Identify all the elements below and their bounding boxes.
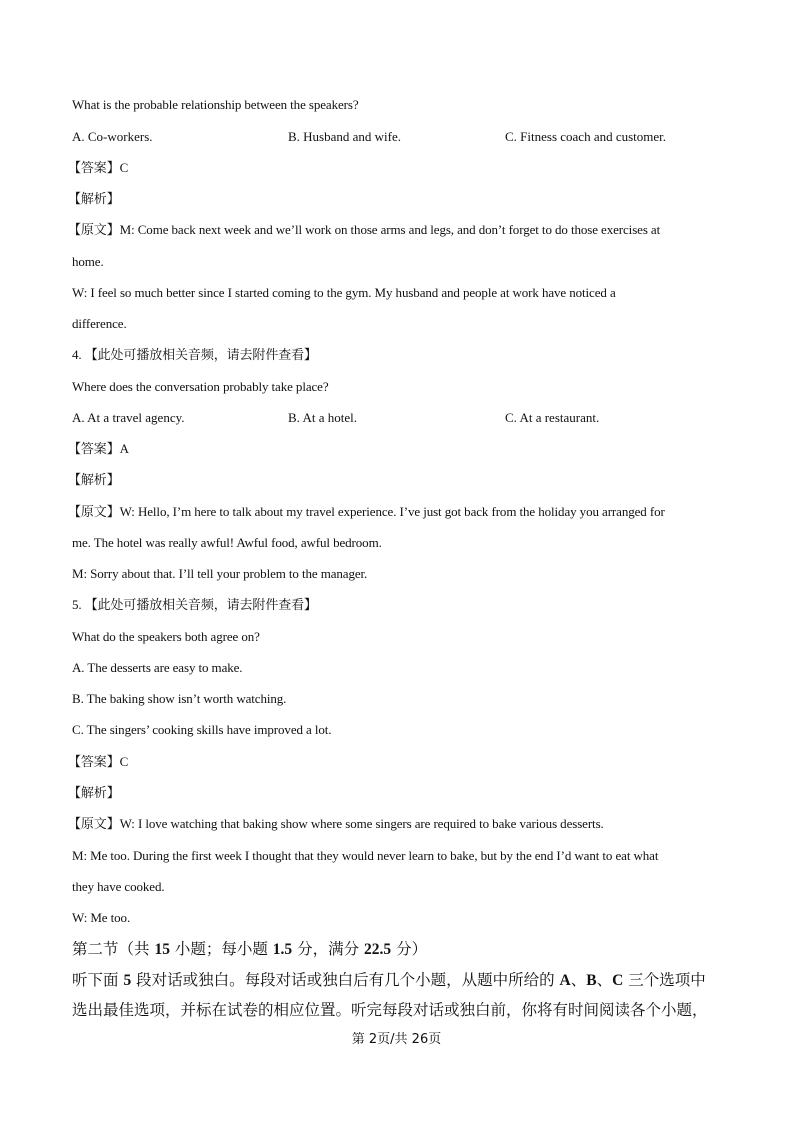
q4-transcript-line-1: 【原文】W: Hello, I’m here to talk about my travel experience. I’ve just got back from the holiday you arranged for [68,504,665,520]
q3-option-b: B. Husband and wife. [288,129,402,144]
q3-analysis-label: 【解析】 [68,192,120,207]
page-footer: 第 2页/共 26页 [351,1032,442,1047]
q3-transcript-line-4: difference. [72,316,127,331]
q3-question: What is the probable relationship between the speakers? [72,97,359,112]
q5-transcript-line-4: W: Me too. [72,910,131,925]
q5-transcript-line-2: M: Me too. During the first week I thought that they would never learn to bake, but by the end I’d want to eat what [72,848,659,863]
q5-number: 5. [72,597,82,612]
q3-answer [68,160,128,177]
q4-transcript-line-2: me. The hotel was really awful! Awful food, awful bedroom. [72,535,382,550]
q5-analysis-label: 【解析】 [68,786,120,801]
q3-transcript-line-1: 【原文】M: Come back next week and we’ll work on those arms and legs, and don’t forget to do those exercises at [68,222,661,238]
q4-header [72,347,317,364]
q5-transcript-line-1: 【原文】W: I love watching that baking show where some singers are required to bake various desserts. [68,816,604,832]
q5-option-c: C. The singers’ cooking skills have improved a lot. [72,722,332,737]
q3-option-a: A. Co-workers. [72,129,153,144]
q5-option-a: A. The desserts are easy to make. [72,660,243,675]
q5-option-b: B. The baking show isn’t worth watching. [72,691,287,706]
q5-transcript-line-3: they have cooked. [72,879,165,894]
q3-transcript-line-2: home. [72,254,104,269]
section2-instructions-line-2: 选出最佳选项，并标在试卷的相应位置。听完每段对话或独白前，你将有时间阅读各个小题， [72,1001,708,1019]
answer-value: C [119,160,129,175]
q5-answer: 【答案】C [68,754,129,770]
q4-answer: 【答案】A [68,441,129,457]
q4-analysis-label: 【解析】 [68,473,120,488]
section2-heading: 第二节（共 15 小题；每小题 1.5 分，满分 22.5 分） [72,940,428,958]
section2-instructions-line-1: 听下面 5 段对话或独白。每段对话或独白后有几个小题，从题中所给的 A、B、C 三个选项中 [72,971,706,989]
q4-audio-note[interactable]: 【此处可播放相关音频，请去附件查看】 [84,348,317,363]
q4-number: 4. [72,347,82,362]
q3-transcript-line-3: W: I feel so much better since I started coming to the gym. My husband and people at work have noticed a [72,285,616,300]
q5-question: What do the speakers both agree on? [72,629,260,644]
q5-header [72,597,317,614]
q5-audio-note[interactable]: 【此处可播放相关音频，请去附件查看】 [84,598,317,613]
q4-transcript-line-3: M: Sorry about that. I’ll tell your problem to the manager. [72,566,368,581]
q4-question: Where does the conversation probably take place? [72,379,329,394]
q3-option-c: C. Fitness coach and customer. [505,129,667,144]
q4-option-c: C. At a restaurant. [505,410,600,425]
q4-option-a: A. At a travel agency. [72,410,185,425]
answer-label: 【答案】 [68,161,120,176]
q4-option-b: B. At a hotel. [288,410,357,425]
